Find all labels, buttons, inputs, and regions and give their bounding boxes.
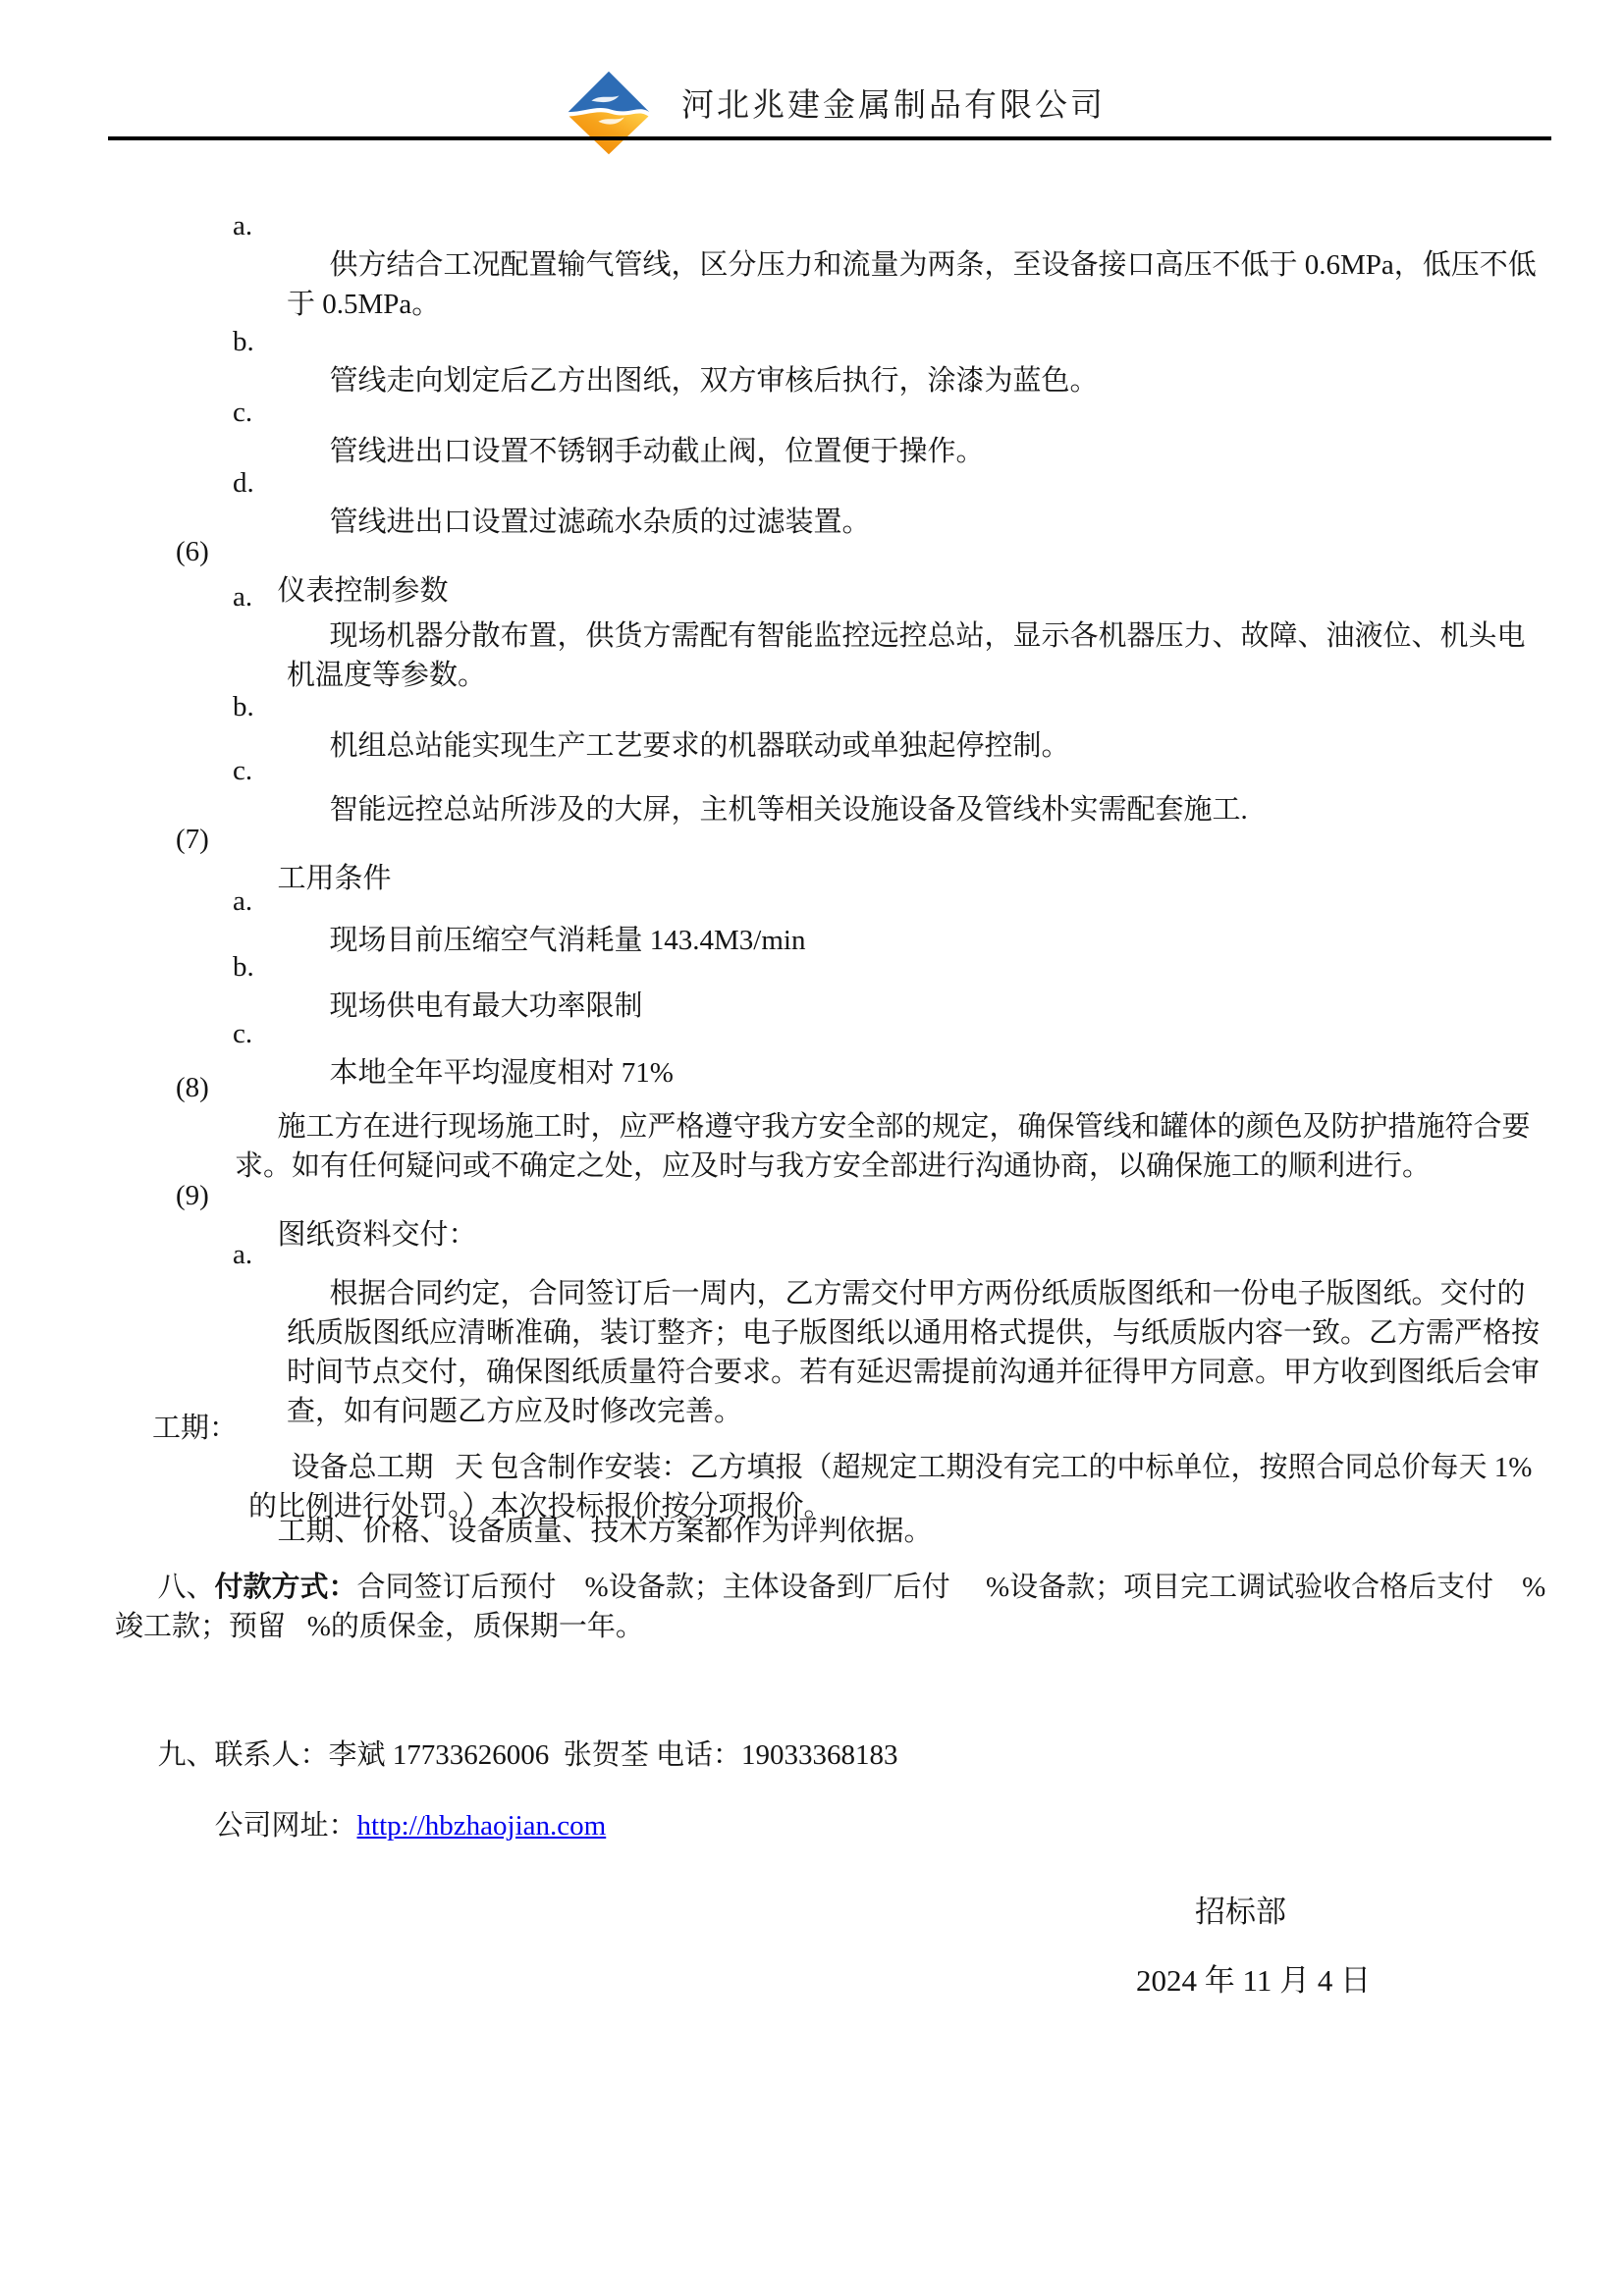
- section-title: 图纸资料交付：: [277, 1219, 477, 1251]
- duration-label: 工期：: [152, 1413, 239, 1444]
- list-item-marker: c.: [233, 1018, 253, 1049]
- section-title: 仪表控制参数: [277, 575, 449, 607]
- payment-paragraph: [108, 1528, 1551, 1685]
- document-body: [108, 0, 1551, 2296]
- list-item-text: 管线进出口设置不锈钢手动截止阀，位置便于操作。: [329, 436, 985, 467]
- list-item-marker: a.: [233, 1239, 253, 1270]
- list-item-marker: a.: [233, 885, 253, 917]
- list-item-text: 管线走向划定后乙方出图纸，双方审核后执行，涂漆为蓝色。: [329, 365, 1099, 397]
- section-marker: (8): [176, 1072, 209, 1103]
- duration-text: 设备总工期 天 包含制作安装：乙方填报（超规定工期没有完工的中标单位，按照合同总价每天 1%的比例进行处罚。）本次投标报价按分项报价。: [248, 1452, 1533, 1522]
- company-name: 河北兆建金属制品有限公司: [681, 87, 1106, 124]
- list-item-marker: b.: [233, 691, 254, 722]
- company-website-link[interactable]: http://hbzhaojian.com: [356, 1810, 607, 1842]
- list-item-text: 供方结合工况配置输气管线，区分压力和流量为两条，至设备接口高压不低于 0.6MPa，低压不低于 0.5MPa。: [287, 249, 1537, 320]
- section-title: 工用条件: [277, 863, 392, 894]
- list-item-text: 现场机器分散布置，供货方需配有智能监控远控总站，显示各机器压力、故障、油液位、机头电机温度等参数。: [287, 620, 1526, 691]
- website-paragraph: [108, 1767, 1551, 1885]
- list-item-text: 本地全年平均湿度相对 71%: [329, 1057, 674, 1089]
- section-marker: (9): [176, 1180, 209, 1211]
- section-marker: (6): [176, 536, 209, 567]
- list-item-marker: a.: [233, 581, 253, 613]
- website-label: 公司网址：: [214, 1810, 357, 1842]
- section-text: 施工方在进行现场施工时，应严格遵守我方安全部的规定，确保管线和罐体的颜色及防护措施符合要求。如有任何疑问或不确定之处，应及时与我方安全部进行沟通协商，以确保施工的顺利进行。: [235, 1111, 1531, 1182]
- payment-label: 付款方式：: [214, 1572, 357, 1603]
- list-item-marker: c.: [233, 397, 253, 428]
- list-item-marker: b.: [233, 326, 254, 357]
- list-item-marker: a.: [233, 210, 253, 241]
- list-item-marker: b.: [233, 951, 254, 983]
- list-item-text: 管线进出口设置过滤疏水杂质的过滤装置。: [329, 507, 871, 538]
- signature-department: 招标部: [1195, 1895, 1286, 1929]
- list-item-marker: c.: [233, 755, 253, 786]
- contacts-text: 九、联系人：李斌 17733626006 张贺荃 电话：19033368183: [157, 1739, 898, 1771]
- signature-date: 2024 年 11 月 4 日: [1136, 1963, 1372, 1998]
- list-item-text: 根据合同约定，合同签订后一周内，乙方需交付甲方两份纸质版图纸和一份电子版图纸。交付的纸质版图纸应清晰准确，装订整齐；电子版图纸以通用格式提供，与纸质版内容一致。乙方需严格按时间节点交付，确保图纸质量符合要求。若有延迟需提前沟通并征得甲方同意。甲方收到图纸后会审查，如有问题乙方应及时修改完善。: [287, 1278, 1541, 1427]
- list-item-text: 现场目前压缩空气消耗量 143.4M3/min: [329, 925, 806, 956]
- payment-text: 合同签订后预付 %设备款；主体设备到厂后付 %设备款；项目完工调试验收合格后支付 %竣工款；预留 %的质保金，质保期一年。: [115, 1572, 1546, 1642]
- list-item-marker: d.: [233, 467, 254, 499]
- payment-prefix: 八、: [157, 1572, 215, 1603]
- evaluation-text: 工期、价格、设备质量、技术方案都作为评判依据。: [277, 1516, 933, 1547]
- section-marker: (7): [176, 824, 209, 855]
- list-item-text: 智能远控总站所涉及的大屏，主机等相关设施设备及管线朴实需配套施工.: [329, 794, 1248, 826]
- list-item-text: 现场供电有最大功率限制: [329, 990, 643, 1022]
- list-item-text: 机组总站能实现生产工艺要求的机器联动或单独起停控制。: [329, 730, 1070, 762]
